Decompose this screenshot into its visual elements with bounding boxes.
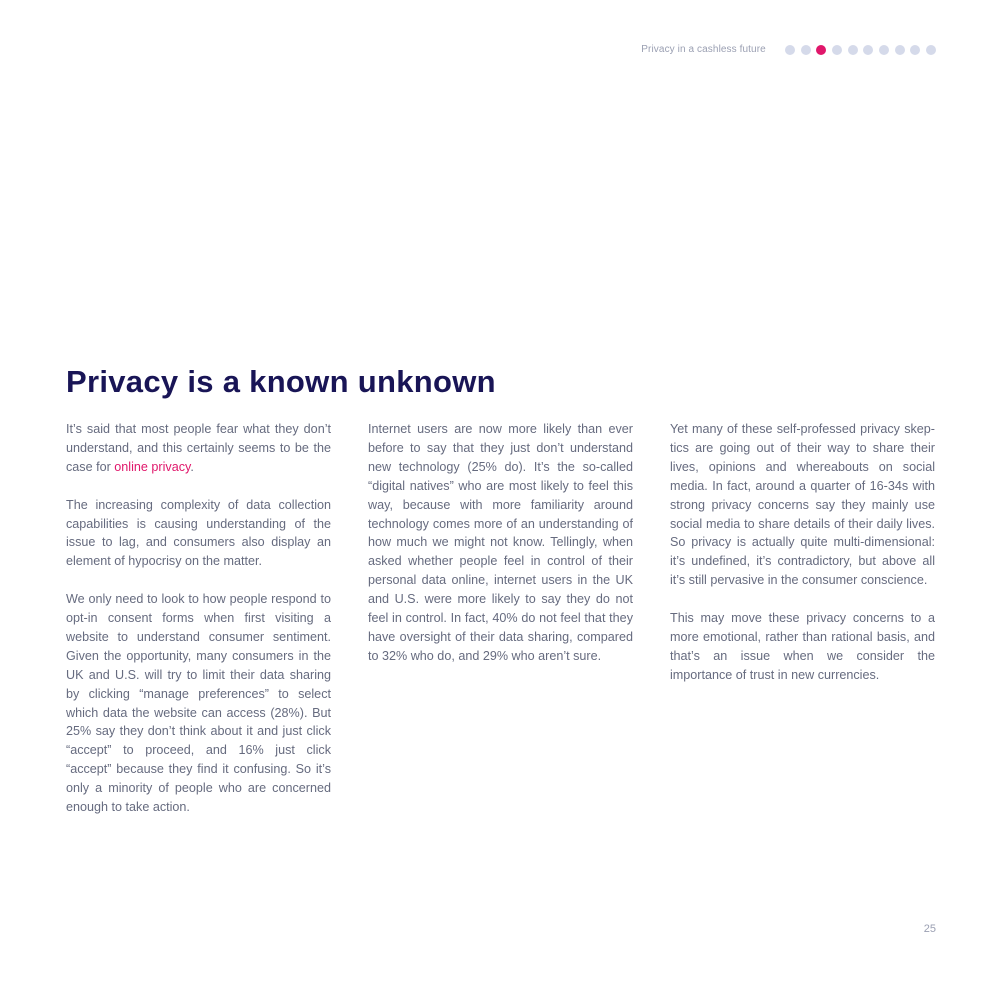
paragraph-text: It’s said that most people fear what they don’t understand, and this certainly seems to be the case for	[66, 422, 331, 474]
text-column-3	[670, 420, 935, 704]
progress-dot	[863, 45, 873, 55]
progress-dot	[895, 45, 905, 55]
progress-dot	[879, 45, 889, 55]
progress-dot	[910, 45, 920, 55]
section-title: Privacy is a known unknown	[66, 364, 496, 399]
progress-dot	[801, 45, 811, 55]
running-header-title: Privacy in a cashless future	[641, 44, 766, 55]
paragraph: This may move these privacy concerns to a more emotional, rather than rational basis, and that’s an issue when we consider the importance of trust in new currencies.	[670, 611, 935, 682]
paragraph	[66, 420, 331, 477]
paragraph: Internet users are now more likely than ever before to say that they just don’t understand new technology (25% do). It’s the so-called “digital natives” who are most likely to feel this way, because with more familiarity around technology comes more of an understanding of how much we might not know. Tellingly, when asked whether people feel in control of their personal data online, internet users in the UK and U.S. were more likely to say they do not feel in control. In fact, 40% do not feel that they have oversight of their data sharing, compared to 32% who do, and 29% who aren’t sure.	[368, 422, 633, 663]
paragraph: Yet many of these self-professed privacy skep-tics are going out of their way to share their lives, opinions and whereabouts on social media. In fact, around a quarter of 16-34s with strong privacy concerns say they mainly use social media to share details of their daily lives. So privacy is actually quite multi-dimensional: it’s undefined, it’s contradictory, but above all it’s still pervasive in the consumer conscience.	[670, 422, 935, 588]
progress-dots	[785, 45, 936, 55]
page-header	[641, 44, 936, 55]
progress-dot	[926, 45, 936, 55]
progress-dot	[848, 45, 858, 55]
text-column-2	[368, 420, 633, 685]
progress-dot-active	[816, 45, 826, 55]
paragraph: The increasing complexity of data collection capabilities is causing understanding of the issue to lag, and consumers also display an element of hypocrisy on the matter.	[66, 497, 331, 569]
progress-dot	[832, 45, 842, 55]
paragraph: We only need to look to how people respond to opt-in consent forms when first visiting a website to understand consumer sentiment. Given the opportunity, many consumers in the UK and U.S. will try to limit their data sharing by clicking “manage preferences” to select which data the website can access (28%). But 25% say they don’t think about it and just click “accept” to proceed, and 16% just click “accept” because they find it confusing. So it’s only a minority of people who are concerned enough to take action.	[66, 592, 331, 815]
online-privacy-link[interactable]: online privacy	[114, 459, 191, 474]
text-column-1	[66, 420, 331, 836]
paragraph-text: .	[190, 459, 194, 474]
progress-dot	[785, 45, 795, 55]
page-number: 25	[923, 923, 936, 935]
